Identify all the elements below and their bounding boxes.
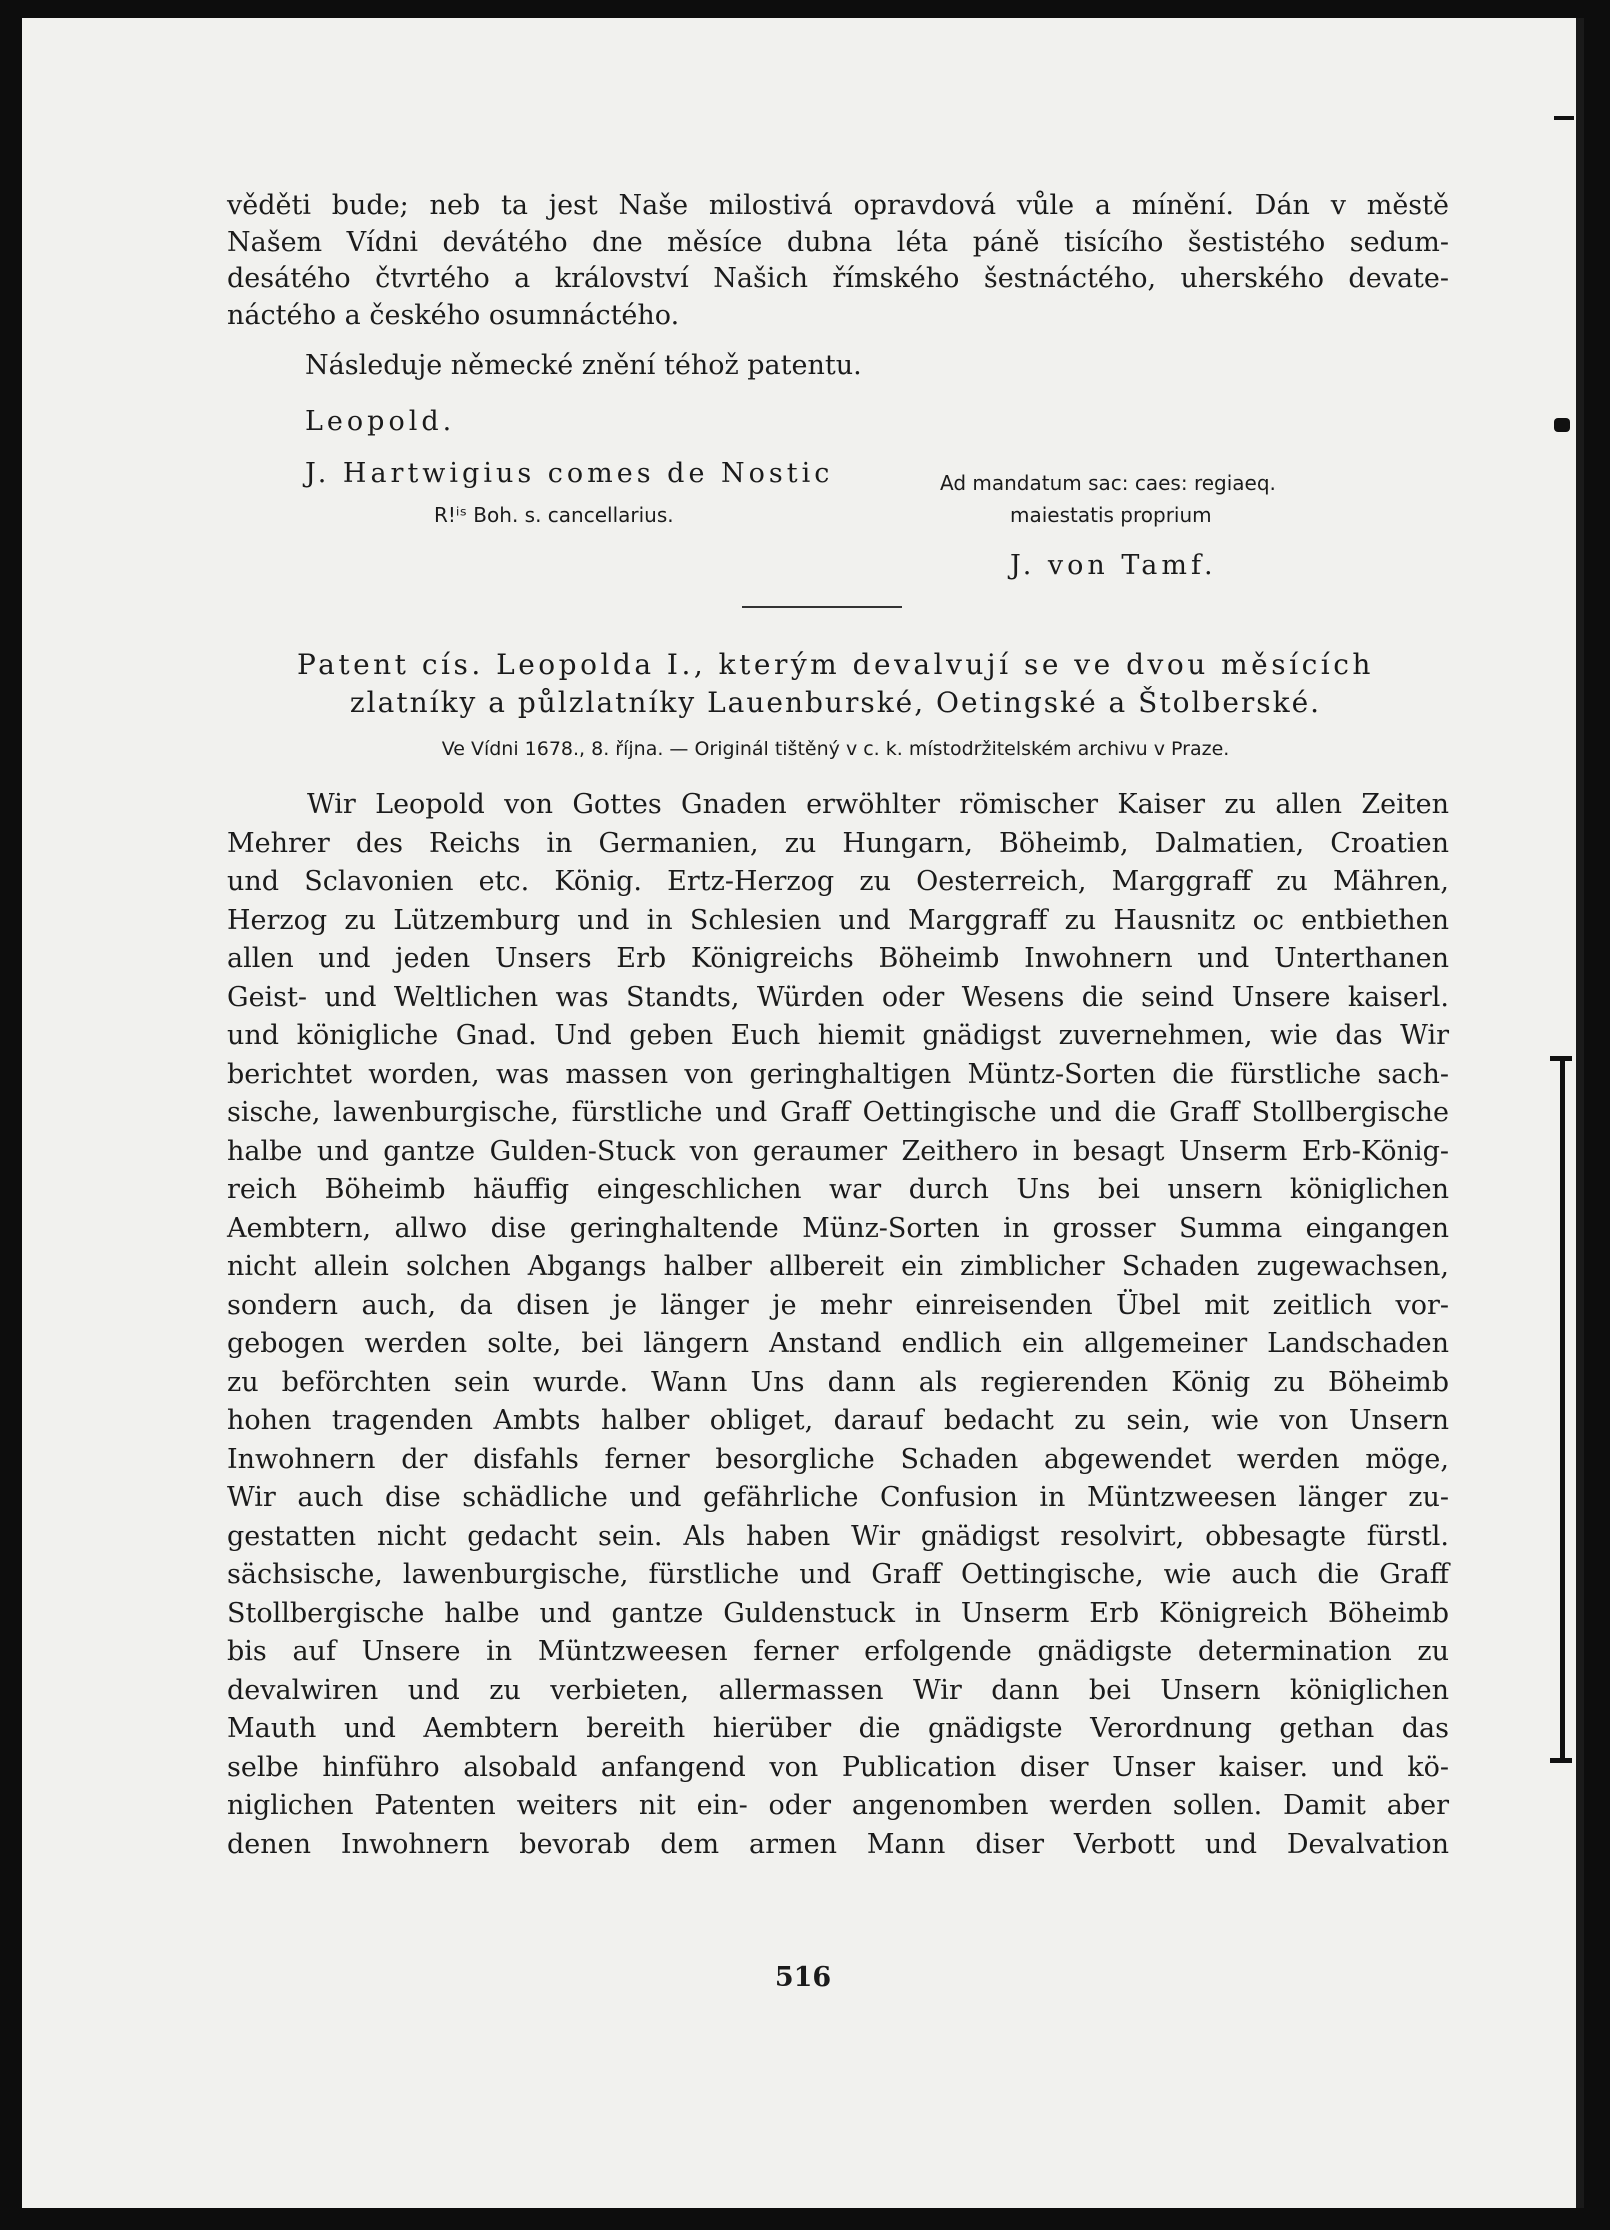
secretary-signature: J. von Tamf. [1010, 550, 1217, 581]
patent-source-line: Ve Vídni 1678., 8. října. — Originál tištěný v c. k. místodržitelském archivu v Praze. [441, 738, 1230, 760]
text-line: sische, lawenburgische, fürstliche und Graff Oettingische und die Graff Stollbergische [227, 1097, 1449, 1128]
page-number: 516 [774, 1962, 832, 1993]
patent-title-line-2: zlatníky a půlzlatníky Lauenburské, Oetingské a Štolberské. [349, 686, 1322, 719]
czech-closing-paragraph [227, 188, 1449, 334]
text-line: allen und jeden Unsers Erb Königreichs Böheimb Inwohnern und Unterthanen [227, 943, 1449, 974]
text-line: Našem Vídni devátého dne měsíce dubna léta páně tisícího šestistého sedum- [227, 226, 1449, 258]
german-patent-text [227, 786, 1449, 1864]
text-line: gestatten nicht gedacht sein. Als haben Wir gnädigst resolvirt, obbesagte fürstl. [227, 1520, 1449, 1552]
chancellor-name: J. Hartwigius comes de Nostic [305, 458, 834, 489]
text-line: und königliche Gnad. Und geben Euch hiemit gnädigst zuvernehmen, wie das Wir [227, 1020, 1449, 1051]
text-line: niglichen Patenten weiters nit ein- oder angenomben werden sollen. Damit aber [227, 1790, 1449, 1821]
text-line: Mehrer des Reichs in Germanien, zu Hungarn, Böheimb, Dalmatien, Croatien [227, 827, 1449, 859]
binding-tick-1 [1554, 116, 1574, 120]
text-line: Mauth und Aembtern bereith hierüber die gnädigste Verordnung gethan das [227, 1713, 1449, 1744]
text-line: nicht allein solchen Abgangs halber allbereit ein zimblicher Schaden zugewachsen, [227, 1251, 1449, 1282]
monarch-signature: Leopold. [305, 406, 456, 437]
text-line: und Sclavonien etc. König. Ertz-Herzog zu Oesterreich, Marggraff zu Mähren, [227, 866, 1449, 897]
document-page [22, 18, 1584, 2208]
binding-mark-top [1562, 18, 1584, 2208]
text-line: věděti bude; neb ta jest Naše milostivá opravdová vůle a mínění. Dán v městě [227, 190, 1449, 221]
text-line: halbe und gantze Gulden-Stuck von geraumer Zeithero in besagt Unserm Erb-König- [227, 1135, 1449, 1167]
text-line: zu beförchten sein wurde. Wann Uns dann als regierenden König zu Böheimb [227, 1366, 1449, 1398]
text-line: Aembtern, allwo dise geringhaltende Münz-Sorten in grosser Summa eingangen [227, 1212, 1449, 1244]
text-line: denen Inwohnern bevorab dem armen Mann diser Verbott und Devalvation [227, 1828, 1449, 1860]
text-line: reich Böheimb häuffig eingeschlichen war durch Uns bei unsern königlichen [227, 1174, 1449, 1205]
text-line: berichtet worden, was massen von geringhaltigen Müntz-Sorten die fürstliche sach- [227, 1058, 1449, 1090]
text-line: Geist- und Weltlichen was Standts, Würden oder Wesens die seind Unsere kaiserl. [227, 981, 1449, 1013]
section-divider [742, 606, 902, 608]
text-line: devalwiren und zu verbieten, allermassen Wir dann bei Unsern königlichen [227, 1674, 1449, 1706]
text-line: Herzog zu Lützemburg und in Schlesien und Marggraff zu Hausnitz oc entbiethen [227, 904, 1449, 936]
text-line: Wir Leopold von Gottes Gnaden erwöhlter römischer Kaiser zu allen Zeiten [307, 789, 1449, 820]
text-line: bis auf Unsere in Müntzweesen ferner erfolgende gnädigste determination zu [227, 1636, 1449, 1667]
mandate-line-2: maiestatis proprium [1010, 503, 1212, 527]
text-line: sächsische, lawenburgische, fürstliche und Graff Oettingische, wie auch die Graff [227, 1559, 1449, 1590]
german-version-note: Následuje německé znění téhož patentu. [305, 350, 862, 381]
text-line: Inwohnern der disfahls ferner besorgliche Schaden abgewendet werden möge, [227, 1443, 1449, 1475]
binding-bar [1560, 1058, 1565, 1758]
text-line: náctého a českého osumnáctého. [227, 299, 680, 331]
mandate-line-1: Ad mandatum sac: caes: regiaeq. [940, 471, 1276, 495]
text-line: gebogen werden solte, bei längern Anstand endlich ein allgemeiner Landschaden [227, 1328, 1449, 1359]
text-line: selbe hinführo alsobald anfangend von Publication diser Unser kaiser. und kö- [227, 1751, 1449, 1783]
binding-tick-4 [1550, 1758, 1572, 1763]
binding-tick-2 [1554, 418, 1570, 432]
text-line: Wir auch dise schädliche und gefährliche Confusion in Müntzweesen länger zu- [227, 1482, 1449, 1513]
patent-title-line-1: Patent cís. Leopolda I., kterým devalvují se ve dvou měsících [297, 648, 1374, 681]
text-line: Stollbergische halbe und gantze Guldenstuck in Unserm Erb Königreich Böheimb [227, 1597, 1449, 1629]
text-line: sondern auch, da disen je länger je mehr einreisenden Übel mit zeitlich vor- [227, 1289, 1449, 1321]
text-line: desátého čtvrtého a království Našich římského šestnáctého, uherského devate- [227, 263, 1449, 294]
chancellor-title: R!ⁱˢ Boh. s. cancellarius. [434, 503, 674, 527]
text-line: hohen tragenden Ambts halber obliget, darauf bedacht zu sein, wie von Unsern [227, 1405, 1449, 1436]
